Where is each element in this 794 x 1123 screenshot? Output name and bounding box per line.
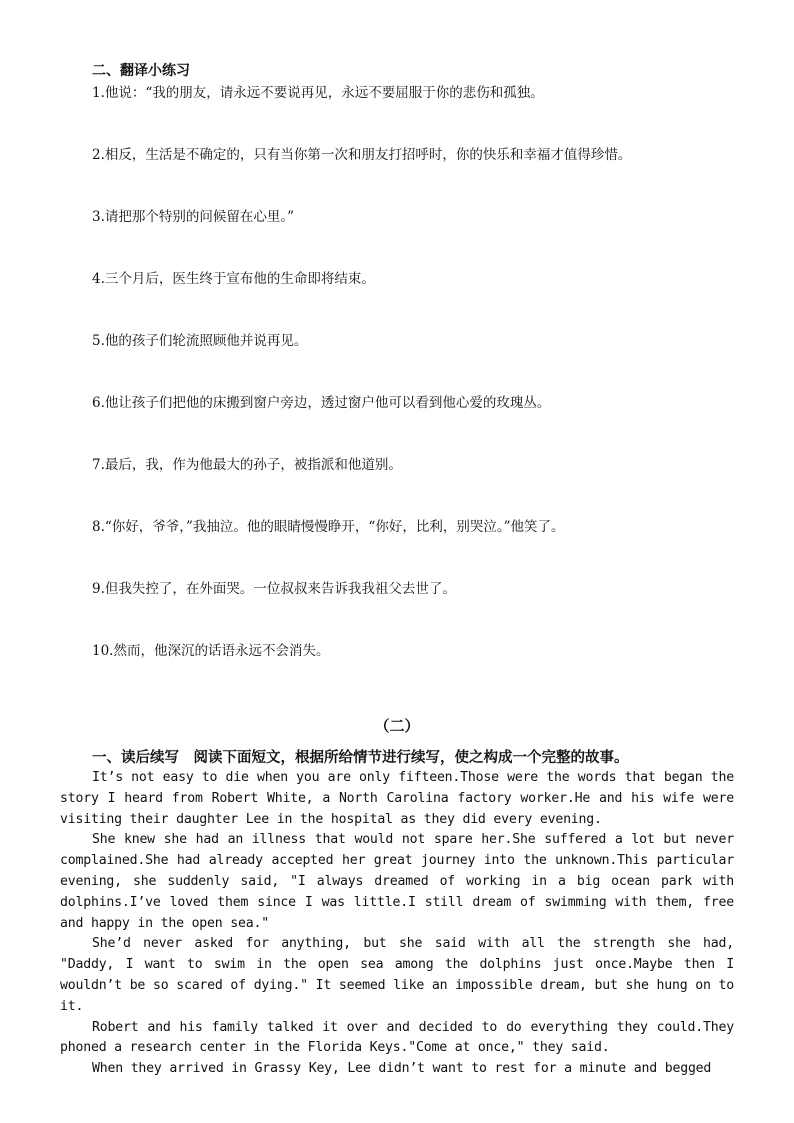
passage-paragraph-4: Robert and his family talked it over and decided to do everything they could.They phoned a research center in the Florida Keys."Come at once," they said. [60,1019,734,1056]
passage-paragraph-5: When they arrived in Grassy Key, Lee didn’t want to rest for a minute and begged [92,1061,712,1077]
translation-item-6: 6.他让孩子们把他的床搬到窗户旁边，透过窗户他可以看到他心爱的玫瑰丛。 [92,395,551,411]
translation-section-heading: 二、翻译小练习 [92,63,190,79]
passage-paragraph-1: It’s not easy to die when you are only fifteen.Those were the words that began the story I heard from Robert White, a North Carolina factory worker.He and his wife were visiting their daughter Lee in the hospital as they did every evening. [60,770,734,827]
passage-paragraph-2: She knew she had an illness that would not spare her.She suffered a lot but never complained.She had already accepted her great journey into the unknown.This particular evening, she suddenly said, "I always dreamed of working in a big ocean park with dolphins.I’ve loved them since I was little.I still dream of swimming with them, free and happy in the open sea." [60,832,734,931]
translation-item-3: 3.请把那个特别的问候留在心里。” [92,209,295,225]
part-two-heading: （二） [374,717,420,735]
passage-paragraph-3: She’d never asked for anything, but she said with all the strength she had, "Daddy, I want to swim in the open sea among the dolphins just once.Maybe then I wouldn’t be so scared of dying." It seemed like an impossible dream, but she hung on to it. [60,936,734,1014]
translation-item-8: 8.“你好，爷爷，”我抽泣。他的眼睛慢慢睁开，“你好，比利，别哭泣。”他笑了。 [92,519,565,535]
continuation-task-heading: 一、读后续写 阅读下面短文，根据所给情节进行续写，使之构成一个完整的故事。 [92,750,629,766]
translation-item-7: 7.最后，我，作为他最大的孙子，被指派和他道别。 [92,457,402,473]
translation-item-1: 1.他说：“我的朋友，请永远不要说再见，永远不要屈服于你的悲伤和孤独。 [92,85,544,101]
translation-item-2: 2.相反，生活是不确定的，只有当你第一次和朋友打招呼时，你的快乐和幸福才值得珍惜。 [92,147,632,163]
translation-item-5: 5.他的孩子们轮流照顾他并说再见。 [92,333,308,349]
translation-item-9: 9.但我失控了，在外面哭。一位叔叔来告诉我我祖父去世了。 [92,581,456,597]
translation-item-10: 10.然而，他深沉的话语永远不会消失。 [92,643,330,659]
translation-list [92,84,752,704]
translation-item-4: 4.三个月后，医生终于宣布他的生命即将结束。 [92,271,375,287]
reading-passage [60,768,734,1080]
